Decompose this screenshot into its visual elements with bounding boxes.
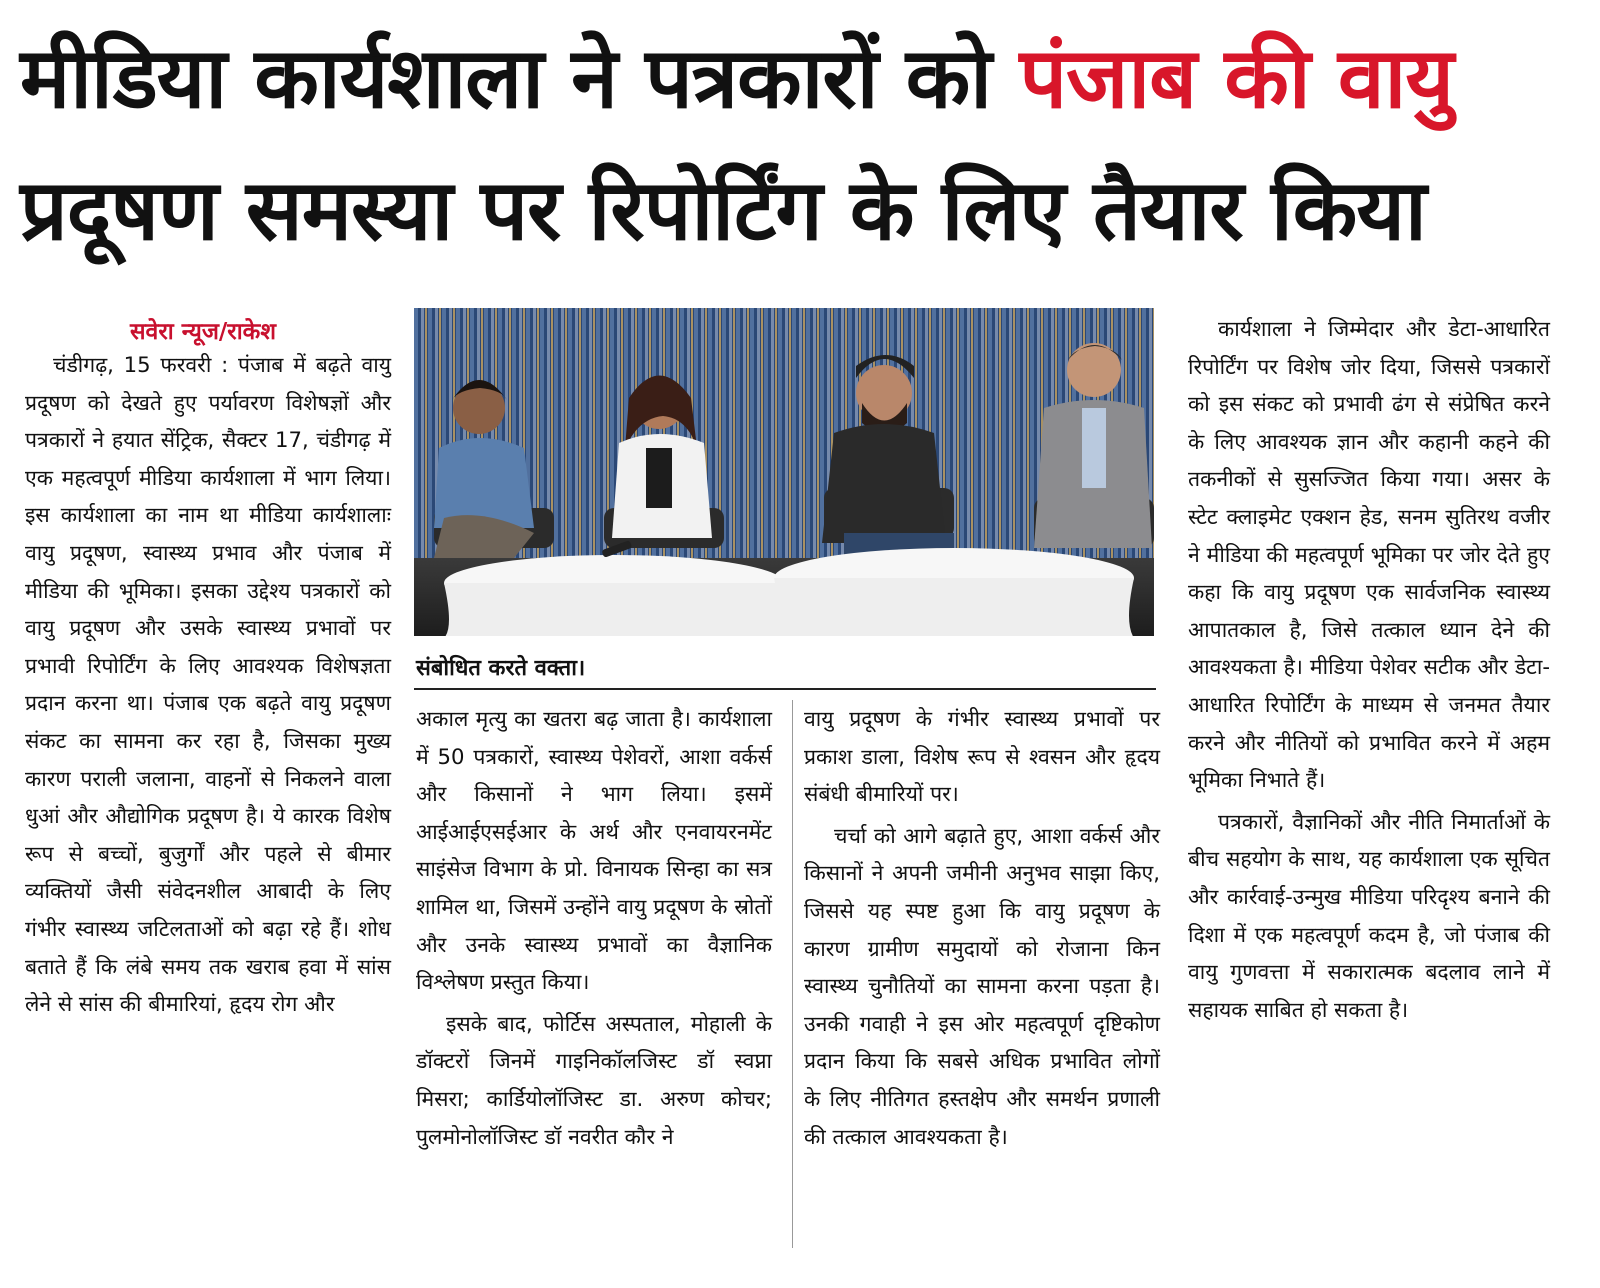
article-column-4 xyxy=(1188,310,1550,1028)
caption-rule xyxy=(414,688,1156,690)
headline-black-part: मीडिया कार्यशाला ने पत्रकारों को xyxy=(20,29,1020,127)
paragraph: चंडीगढ़, 15 फरवरी : पंजाब में बढ़ते वायु प्रदूषण को देखते हुए पर्यावरण विशेषज्ञों और पत्रकारों ने हयात सेंट्रिक, सैक्टर 17, चंडीगढ़ में एक महत्वपूर्ण मीडिया कार्यशाला में भाग लिया। इस कार्यशाला का नाम था मीडिया कार्यशालाः वायु प्रदूषण, स्वास्थ्य प्रभाव और पंजाब में मीडिया की भूमिका। इसका उद्देश्य पत्रकारों को वायु प्रदूषण और उसके स्वास्थ्य प्रभावों पर प्रभावी रिपोर्टिंग के लिए आवश्यक विशेषज्ञता प्रदान करना था। पंजाब एक बढ़ते वायु प्रदूषण संकट का सामना कर रहा है, जिसका मुख्य कारण पराली जलाना, वाहनों से निकलने वाला धुआं और औद्योगिक प्रदूषण है। ये कारक विशेष रूप से बच्चों, बुजुर्गों और पहले से बीमार व्यक्तियों जैसी संवेदनशील आबादी के लिए गंभीर स्वास्थ्य जटिलताओं को बढ़ा रहे हैं। शोध बताते हैं कि लंबे समय तक खराब हवा में सांस लेने से सांस की बीमारियां, हृदय रोग और xyxy=(25,352,391,1017)
paragraph: वायु प्रदूषण के गंभीर स्वास्थ्य प्रभावों पर प्रकाश डाला, विशेष रूप से श्वसन और हृदय संबंधी बीमारियों पर। xyxy=(804,706,1160,807)
headline-line-1 xyxy=(20,28,1585,128)
article-column-2 xyxy=(416,700,772,1155)
article-photo xyxy=(414,308,1154,636)
photo-caption: संबोधित करते वक्ता। xyxy=(416,656,586,681)
headline-line-2: प्रदूषण समस्या पर रिपोर्टिंग के लिए तैयार किया xyxy=(20,161,1426,259)
headline-red-part: पंजाब की वायु xyxy=(1019,29,1454,127)
article-column-1 xyxy=(25,346,391,1023)
paragraph: इसके बाद, फोर्टिस अस्पताल, मोहाली के डॉक्टरों जिनमें गाइनिकॉलजिस्ट डॉ स्वप्ना मिसरा; कार्डियोलॉजिस्ट डा. अरुण कोचर; पुलमोनोलॉजिस्ट डॉ नवरीत कौर ने xyxy=(416,1010,772,1149)
article-column-3 xyxy=(804,700,1160,1155)
paragraph: अकाल मृत्यु का खतरा बढ़ जाता है। कार्यशाला में 50 पत्रकारों, स्वास्थ्य पेशेवरों, आशा वर्कर्स और किसानों ने भाग लिया। इसमें आईआईएसईआर के अर्थ और एनवायरनमेंट साइंसेज विभाग के प्रो. विनायक सिन्हा का सत्र शामिल था, जिसमें उन्होंने वायु प्रदूषण के स्रोतों और उनके स्वास्थ्य प्रभावों का वैज्ञानिक विश्लेषण प्रस्तुत किया। xyxy=(416,706,772,995)
column-divider xyxy=(792,700,793,1248)
byline: सवेरा न्यूज/राकेश xyxy=(130,319,276,345)
panel-discussion-photo xyxy=(414,308,1154,636)
paragraph: कार्यशाला ने जिम्मेदार और डेटा-आधारित रिपोर्टिंग पर विशेष जोर दिया, जिससे पत्रकारों को इस संकट को प्रभावी ढंग से संप्रेषित करने के लिए आवश्यक ज्ञान और कहानी कहने की तकनीकों से सुसज्जित किया गया। असर के स्टेट क्लाइमेट एक्शन हेड, सनम सुतिरथ वजीर ने मीडिया की महत्वपूर्ण भूमिका पर जोर देते हुए कहा कि वायु प्रदूषण एक सार्वजनिक स्वास्थ्य आपातकाल है, जिसे तत्काल ध्यान देने की आवश्यकता है। मीडिया पेशेवर सटीक और डेटा-आधारित रिपोर्टिंग के माध्यम से जनमत तैयार करने और नीतियों को प्रभावित करने में अहम भूमिका निभाते हैं। xyxy=(1188,316,1550,793)
paragraph: चर्चा को आगे बढ़ाते हुए, आशा वर्कर्स और किसानों ने अपनी जमीनी अनुभव साझा किए, जिससे यह स्पष्ट हुआ कि वायु प्रदूषण के कारण ग्रामीण समुदायों को रोजाना किन स्वास्थ्य चुनौतियों का सामना करना पड़ता है। उनकी गवाही ने इस ओर महत्वपूर्ण दृष्टिकोण प्रदान किया कि सबसे अधिक प्रभावित लोगों के लिए नीतिगत हस्तक्षेप और समर्थन प्रणाली की तत्काल आवश्यकता है। xyxy=(804,822,1160,1149)
paragraph: पत्रकारों, वैज्ञानिकों और नीति निमार्ताओं के बीच सहयोग के साथ, यह कार्यशाला एक सूचित और कार्रवाई-उन्मुख मीडिया परिदृश्य बनाने की दिशा में एक महत्वपूर्ण कदम है, जो पंजाब की वायु गुणवत्ता में सकारात्मक बदलाव लाने में सहायक साबित हो सकता है। xyxy=(1188,808,1550,1022)
